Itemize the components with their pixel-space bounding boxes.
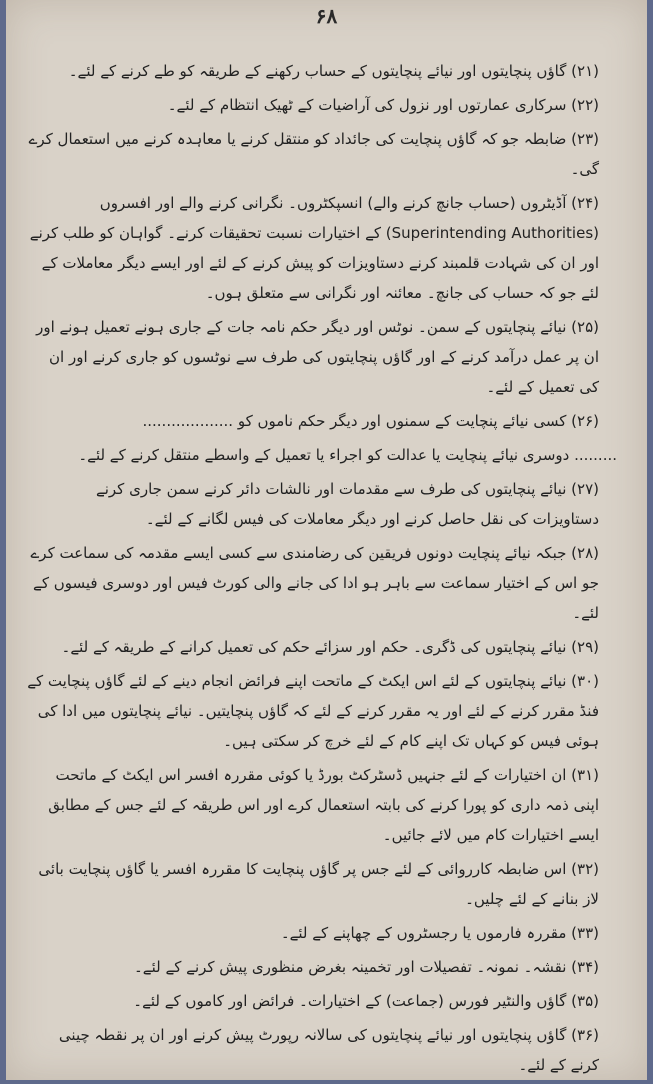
document-page (6, 0, 647, 1080)
clause-paragraph: (۲۹) نیائے پنچایتوں کی ڈگری۔ حکم اور سزائے حکم کی تعمیل کرانے کے طریقہ کے لئے۔ (61, 638, 599, 656)
page-number: ۶۸ (315, 4, 338, 28)
clause-paragraph: (۳۰) نیائے پنچایتوں کے لئے اس ایکٹ کے ماتحت اپنے فرائض انجام دینے کے لئے گاؤں پنچایت کے فنڈ مقرر کرنے کے لئے اور یہ مقرر کرنے کے لئے کہ گاؤں پنچایتیں۔ نیائے پنچایتوں میں ادا کی ہوئی فیس کو کہاں تک اپنے کام کے لئے خرچ کر سکتی ہیں۔ (27, 672, 599, 750)
clause-paragraph: (۲۶) کسی نیائے پنچایت کے سمنوں اور دیگر حکم ناموں کو ................... (142, 412, 599, 430)
clause-paragraph: (۲۷) نیائے پنچایتوں کی طرف سے مقدمات اور نالشات دائر کرنے سمن جاری کرنے دستاویزات کی نقل حاصل کرنے اور دیگر معاملات کی فیس لگانے کے لئے۔ (95, 480, 599, 528)
page-content (26, 56, 617, 1084)
clause-paragraph: (۲۴) آڈیٹروں (حساب جانچ کرنے والے) انسپکٹروں۔ نگرانی کرنے والے اور افسروں (Superintending Authorities) کے اختیارات نسبت تحقیقات کرنے۔ گواہان کو طلب کرنے اور ان کی شہادت قلمبند کرنے دستاویزات کو پیش کرنے کے لئے اور ایسے دیگر معاملات کے لئے جو کہ حساب کی جانچ۔ معائنہ اور نگرانی سے متعلق ہوں۔ (29, 194, 599, 302)
clause-paragraph: (۳۴) نقشہ۔ نمونہ۔ تفصیلات اور تخمینہ بغرض منظوری پیش کرنے کے لئے۔ (134, 958, 599, 976)
clause-paragraph: (۲۸) جبکہ نیائے پنچایت دونوں فریقین کی رضامندی سے کسی ایسے مقدمہ کی سماعت کرے جو اس کے اختیار سماعت سے باہر ہو ادا کی جانے والی کورٹ فیس اور دوسری فیسوں کے لئے۔ (30, 544, 599, 622)
clause-paragraph: (۳۶) گاؤں پنچایتوں اور نیائے پنچایتوں کی سالانہ رپورٹ پیش کرنے اور ان پر نقطہ چینی کرنے کے لئے۔ (58, 1026, 599, 1074)
clause-paragraph: (۲۳) ضابطہ جو کہ گاؤں پنچایت کی جائداد کو منتقل کرنے یا معاہدہ کرنے میں استعمال کرے گی۔ (28, 130, 599, 178)
clause-paragraph: (۲۵) نیائے پنچایتوں کے سمن۔ نوٹس اور دیگر حکم نامہ جات کے جاری ہونے تعمیل ہونے اور ان پر عمل درآمد کرنے کے اور گاؤں پنچایتوں کی طرف سے نوٹسوں کو جاری کرنے اور ان کی تعمیل کے لئے۔ (36, 318, 599, 396)
clause-paragraph: ......... دوسری نیائے پنچایت یا عدالت کو اجراء یا تعمیل کے واسطے منتقل کرنے کے لئے۔ (78, 446, 617, 464)
clause-paragraph: (۳۱) ان اختیارات کے لئے جنہیں ڈسٹرکٹ بورڈ یا کوئی مقررہ افسر اس ایکٹ کے ماتحت اپنی ذمہ داری کو پورا کرنے کی بابتہ استعمال کرے اور اس طریقہ کے لئے جس کے مطابق ایسے اختیارات کام میں لائے جائیں۔ (48, 766, 599, 844)
clause-paragraph: (۳۲) اس ضابطہ کارروائی کے لئے جس پر گاؤں پنچایت کا مقررہ افسر یا گاؤں پنچایت بائی لاز بنانے کے لئے چلیں۔ (38, 860, 599, 908)
clause-paragraph: (۲۲) سرکاری عمارتوں اور نزول کی آراضیات کے ٹھیک انتظام کے لئے۔ (167, 96, 599, 114)
clause-paragraph: (۲۱) گاؤں پنچایتوں اور نیائے پنچایتوں کے حساب رکھنے کے طریقہ کو طے کرنے کے لئے۔ (68, 62, 599, 80)
clause-paragraph: (۳۵) گاؤں والنٹیر فورس (جماعت) کے اختیارات۔ فرائض اور کاموں کے لئے۔ (133, 992, 599, 1010)
clause-paragraph: (۳۳) مقررہ فارموں یا رجسٹروں کے چھاپنے کے لئے۔ (280, 924, 599, 942)
